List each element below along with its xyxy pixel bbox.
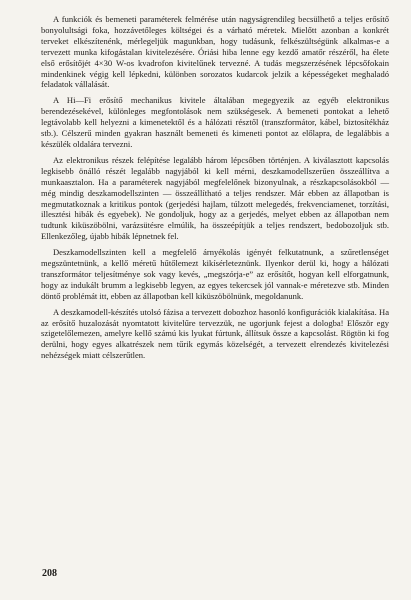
paragraph: Deszkamodellszinten kell a megfelelő árnyékolás igényét felkutatnunk, a szűretlenséget megszüntetnünk, a kellő méretű hűtőlemezt kikísérleteznünk. Ilyenkor derül ki, hogy a hálózati transzformátor teljesítménye sok vagy kevés, „megszórja-e” az erősítőt, hogyan kell elforgatnunk, hogy az indukált brumm a legkisebb legyen, az egyes tekercsek jól vannak-e méretezve stb. Minden döntő problémát itt, ebben az állapotban kell kiküszöbölnünk, megoldanunk. xyxy=(41,247,389,301)
page-number: 208 xyxy=(42,568,57,579)
paragraph: A Hi—Fi erősítő mechanikus kivitele általában megegyezik az egyéb elektronikus berendezésekével, különleges megfontolások nem szükségesek. A bemeneti pontokat a lehető legtávolabb kell helyezni a kimenetektől és a hálózati résztől (transzformátor, kábel, biztosítékház stb.). Célszerű minden gyakran használt bemeneti és kimeneti pontot az előlapra, de legalábbis a készülék oldalára tervezni. xyxy=(41,95,389,149)
paragraph: A deszkamodell-készítés utolsó fázisa a tervezett dobozhoz hasonló konfigurációk kialakítása. Ha az erősítő huzalozását nyomtatott kivitelűre tervezzük, ne ugorjunk fejest a dologba! Először egy szigetelőlemezen, amelyre kellő számú kis lyukat fúrtunk, állítsuk össze a kapcsolást. Rögtön ki fog derülni, hogy egyes alkatrészek nem tűrik egymás közelségét, a tervezett elrendezés kivitelezési nehézségek miatt célszerűtlen. xyxy=(41,306,389,361)
paragraph: Az elektronikus részek felépítése legalább három lépcsőben történjen. A kiválasztott kapcsolás legkisebb önálló részét legalább nagyjából ki kell mérni, deszkamodellszerűen összeállítva a munkaasztalon. Ha a paraméterek nagyjából megfelelőnek bizonyulnak, a részkapcsolásokból — még mindig deszkamodellszinten — összeállítható a teljes rendszer. Már ebben az állapotban is megmutatkoznak a kritikus pontok (gerjedési hajlam, túlzott melegedés, frekvenciamenet, torzítási, illesztési hibák és egyebek). Ne gondoljuk, hogy az a gerjedés, melyet ebben az állapotban nem tudtunk kiküszöbölni, varázsütésre elmúlik, ha összeépítjük a teljes rendszert, bedobozoljuk stb. Ellenkezőleg, újabb hibák lépnetnek fel. xyxy=(41,154,389,242)
body-text xyxy=(41,14,389,361)
paragraph: A funkciók és bemeneti paraméterek felmérése után nagyságrendileg becsülhető a teljes erősítő bonyolultsági foka, hozzávetőleges költségei és a várható méretek. Mielőtt azonban a konkrét terveket elkészítenénk, mérlegeljük magunkban, hogy tudásunk, felkészültségünk alkalmas-e a tervezett munka kifogástalan kivitelezésére. Óriási hiba lenne egy kezdő amatőr részéről, ha élete első erősítőjét 4×30 W-os kvadrofon kivitelűnek tervezné. A tudás megszerzésének lépcsőfokain mindenkinek végig kell lépkedni, különben sorozatos kudarcok jelzik a képességeket meghaladó feladatok vállalását. xyxy=(41,14,389,90)
